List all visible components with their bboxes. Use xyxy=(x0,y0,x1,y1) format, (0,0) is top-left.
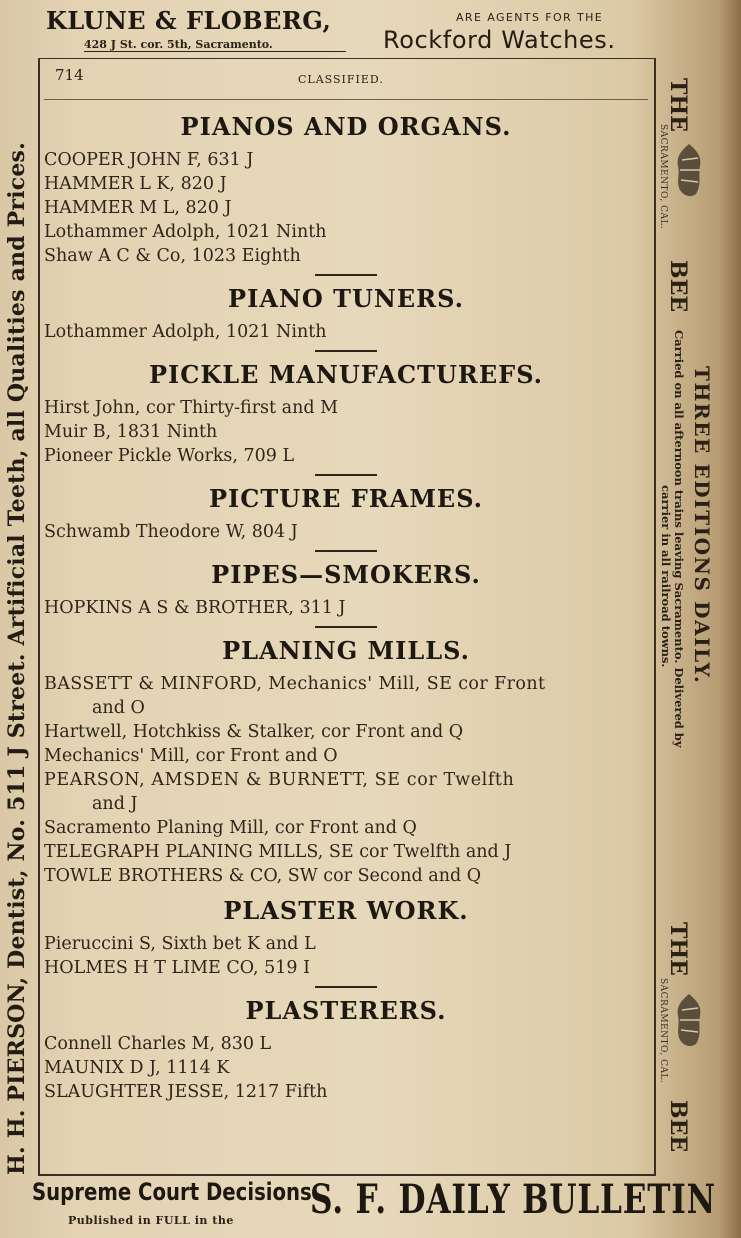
listing-entry: HAMMER L K, 820 J xyxy=(44,174,227,194)
listing-entry: BASSETT & MINFORD, Mechanics' Mill, SE cor Front xyxy=(44,674,546,694)
section-heading: PLANING MILLS. xyxy=(222,636,470,665)
listing-entry: Shaw A C & Co, 1023 Eighth xyxy=(44,246,301,266)
bee-city-top: SACRAMENTO, CAL. xyxy=(658,124,668,230)
listing-entry-continuation: and J xyxy=(92,794,138,814)
left-advertisement xyxy=(0,60,34,1175)
listing-entry: Lothammer Adolph, 1021 Ninth xyxy=(44,322,327,342)
bee-the-bottom: THE xyxy=(665,922,691,976)
bee-carried-text: Carried on all afternoon trains leaving Sacramento. Delivered by xyxy=(672,330,686,748)
advertiser-address: 428 J St. cor. 5th, Sacramento. xyxy=(84,38,346,52)
bee-carrier-text: carrier in all railroad towns. xyxy=(659,485,673,668)
section-divider xyxy=(315,350,377,352)
section-divider xyxy=(315,550,377,552)
published-text: Published in FULL in the xyxy=(68,1214,234,1227)
bee-city-bottom: SACRAMENTO, CAL. xyxy=(658,978,668,1084)
dentist-ad-text: H. H. PIERSON, Dentist, No. 511 J Street. Artificial Teeth, all Qualities and Prices. xyxy=(4,142,30,1175)
listing-entry: HOPKINS A S & BROTHER, 311 J xyxy=(44,598,346,618)
bee-word-bottom: BEE xyxy=(665,1100,691,1153)
page-number: 714 xyxy=(55,66,84,84)
running-head: CLASSIFIED. xyxy=(298,73,384,86)
listing-entry: Pioneer Pickle Works, 709 L xyxy=(44,446,295,466)
header-rule xyxy=(44,99,648,100)
listing-entry: Sacramento Planing Mill, cor Front and Q xyxy=(44,818,417,838)
newspaper-name: S. F. DAILY BULLETIN xyxy=(310,1176,716,1223)
section-heading: PICTURE FRAMES. xyxy=(208,484,484,513)
listing-entry: Hirst John, cor Thirty-first and M xyxy=(44,398,339,418)
frame-top-rule xyxy=(40,58,654,59)
section-divider xyxy=(315,274,377,276)
supreme-court-text: Supreme Court Decisions xyxy=(32,1178,312,1206)
section-heading: PIANOS AND ORGANS. xyxy=(180,112,512,141)
listing-entry: Muir B, 1831 Ninth xyxy=(44,422,218,442)
bee-emblem-icon xyxy=(672,140,706,200)
listing-entry: HOLMES H T LIME CO, 519 I xyxy=(44,958,311,978)
listing-entry: PEARSON, AMSDEN & BURNETT, SE cor Twelfth xyxy=(44,770,515,790)
listing-entry: TELEGRAPH PLANING MILLS, SE cor Twelfth and J xyxy=(44,842,512,862)
listing-entry: TOWLE BROTHERS & CO, SW cor Second and Q xyxy=(44,866,482,886)
top-advertisement xyxy=(46,6,670,54)
section-heading: PICKLE MANUFACTUREFS. xyxy=(148,360,544,389)
listing-entry: Lothammer Adolph, 1021 Ninth xyxy=(44,222,327,242)
agents-text: ARE AGENTS FOR THE xyxy=(456,11,604,24)
listing-entry: COOPER JOHN F, 631 J xyxy=(44,150,254,170)
brand-name: Rockford Watches. xyxy=(383,26,616,54)
section-heading: PIPES—SMOKERS. xyxy=(211,560,481,589)
listing-entry: Pieruccini S, Sixth bet K and L xyxy=(44,934,316,954)
bee-headline: THREE EDITIONS DAILY. xyxy=(690,366,714,685)
listing-entry: Hartwell, Hotchkiss & Stalker, cor Front and Q xyxy=(44,722,464,742)
section-divider xyxy=(315,986,377,988)
section-divider xyxy=(315,626,377,628)
listings xyxy=(44,112,648,1104)
listing-entry: Connell Charles M, 830 L xyxy=(44,1034,272,1054)
listing-entry: SLAUGHTER JESSE, 1217 Fifth xyxy=(44,1082,328,1102)
bottom-advertisement xyxy=(28,1176,716,1236)
section-divider xyxy=(315,474,377,476)
section-heading: PLASTERERS. xyxy=(245,996,447,1025)
section-heading: PLASTER WORK. xyxy=(223,896,469,925)
bee-word-top: BEE xyxy=(665,260,691,313)
listing-entry: MAUNIX D J, 1114 K xyxy=(44,1058,230,1078)
listing-entry: HAMMER M L, 820 J xyxy=(44,198,232,218)
bee-emblem-icon xyxy=(672,990,706,1050)
advertiser-name: KLUNE & FLOBERG, xyxy=(46,6,332,35)
section-heading: PIANO TUNERS. xyxy=(228,284,464,313)
listing-entry: Mechanics' Mill, cor Front and O xyxy=(44,746,338,766)
right-advertisement xyxy=(658,60,718,1175)
listing-entry: Schwamb Theodore W, 804 J xyxy=(44,522,298,542)
bee-the-top: THE xyxy=(665,78,691,132)
listing-entry-continuation: and O xyxy=(92,698,145,718)
